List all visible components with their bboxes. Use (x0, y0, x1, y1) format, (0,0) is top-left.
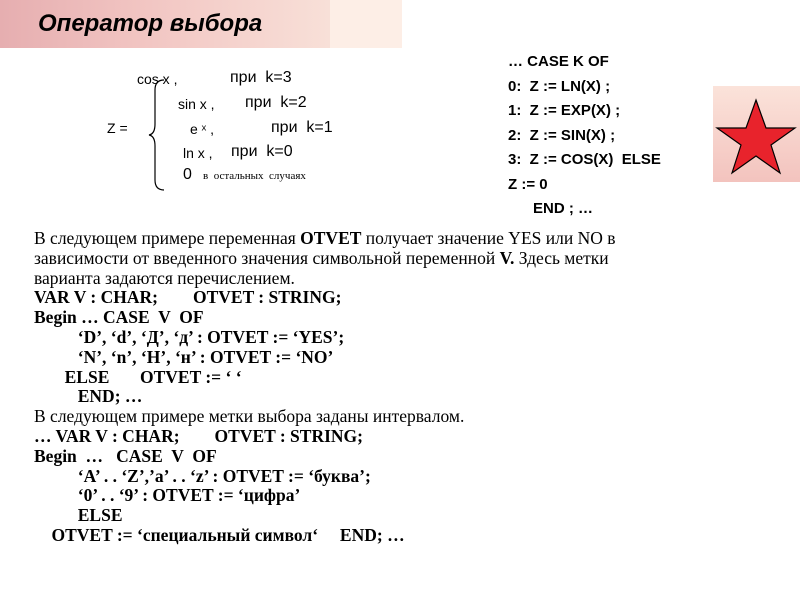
code-line: … CASE K OF (508, 53, 609, 70)
code-line: END; … (34, 386, 143, 407)
paragraph-line: зависимости от введенного значения символьной переменной V. Здесь метки (34, 247, 609, 268)
paragraph-line: варианта задаются перечислением. (34, 267, 295, 288)
formula-row-cond: при k=1 (271, 119, 333, 136)
code-line: ‘A’ . . ‘Z’,’a’ . . ‘z’ : OTVET := ‘буква’; (34, 465, 371, 486)
formula-row-expr: sin x , (178, 96, 215, 112)
red-star-icon (713, 86, 800, 182)
formula-row-expr: ln x , (183, 145, 213, 161)
code-line: … VAR V : CHAR; OTVET : STRING; (34, 425, 363, 446)
paragraph-line: В следующем примере переменная OTVET получает значение YES или NO в (34, 228, 616, 248)
code-line: ‘0’ . . ‘9’ : OTVET := ‘цифра’ (34, 485, 301, 506)
left-brace-icon (146, 78, 168, 192)
code-line: OTVET := ‘специальный символ‘ END; … (34, 524, 405, 545)
formula-row-expr: 0 (183, 166, 192, 183)
code-line: Begin … CASE V OF (34, 445, 217, 466)
z-label: Z = (107, 120, 128, 136)
star-panel (713, 86, 800, 182)
paragraph-line: В следующем примере метки выбора заданы интервалом. (34, 406, 465, 427)
code-line: VAR V : CHAR; OTVET : STRING; (34, 287, 342, 308)
code-line: ‘N’, ‘n’, ‘Н’, ‘н’ : OTVET := ‘NO’ (34, 346, 334, 367)
page-title: Оператор выбора (38, 10, 263, 37)
code-line: END ; … (508, 200, 594, 217)
code-line: ELSE OTVET := ‘ ‘ (34, 366, 242, 387)
code-line: ELSE (34, 505, 123, 526)
case-code-block (508, 50, 661, 222)
code-line: ‘D’, ‘d’, ‘Д’, ‘д’ : OTVET := ‘YES’; (34, 326, 345, 347)
formula-row-cond: при k=2 (245, 94, 307, 111)
main-text (34, 229, 754, 546)
code-line: 0: Z := LN(X) ; (508, 77, 611, 95)
code-line: 2: Z := SIN(X) ; (508, 126, 616, 144)
code-line: Begin … CASE V OF (34, 307, 204, 328)
formula-row-cond: при k=3 (230, 69, 292, 86)
code-line: Z := 0 (508, 175, 548, 193)
formula-row-expr: e ˣ , (190, 121, 215, 137)
code-line: 1: Z := EXP(X) ; (508, 102, 621, 119)
code-line: 3: Z := COS(X) ELSE (508, 151, 661, 168)
formula-row-expr: cos x , (137, 71, 178, 87)
formula-row-cond: в остальных случаях (203, 170, 306, 182)
formula-row-cond: при k=0 (231, 143, 293, 160)
title-accent (330, 0, 402, 48)
